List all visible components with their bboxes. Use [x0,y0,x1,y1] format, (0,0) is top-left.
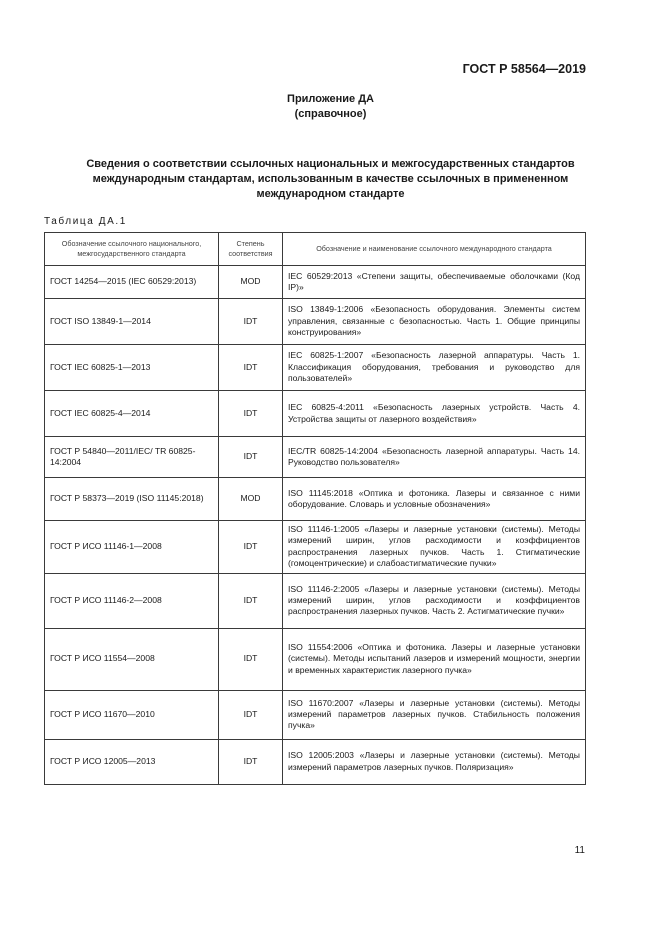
national-standard-cell: ГОСТ ISO 13849-1—2014 [45,299,219,345]
table-row [45,299,586,345]
appendix-title: Приложение ДА [287,93,374,105]
international-standard-cell: ISO 11146-2:2005 «Лазеры и лазерные установки (системы). Методы измерений ширин, углов расходимости и коэффициентов распространения лазерных пучков. Часть 2. Астигматические пучки» [283,573,586,628]
national-standard-cell: ГОСТ Р ИСО 12005—2013 [45,739,219,784]
international-standard-cell: ISO 12005:2003 «Лазеры и лазерные установки (системы). Методы измерений параметров лазерных пучков. Поляризация» [283,739,586,784]
international-standard-cell: ISO 11670:2007 «Лазеры и лазерные установки (системы). Методы измерений параметров лазерных пучков. Стабильность положения пучка» [283,690,586,739]
national-standard-cell: ГОСТ 14254—2015 (IEC 60529:2013) [45,266,219,299]
degree-cell: IDT [219,345,283,391]
table-row [45,739,586,784]
international-standard-cell: IEC 60825-1:2007 «Безопасность лазерной аппаратуры. Часть 1. Классификация оборудования, требования и руководство для пользователей» [283,345,586,391]
national-standard-cell: ГОСТ Р 58373—2019 (ISO 11145:2018) [45,478,219,521]
table-label: Таблица ДА.1 [44,216,127,227]
correspondence-table [44,232,586,785]
table-row [45,437,586,478]
heading-line: Сведения о соответствии ссылочных национальных и межгосударственных стандартов [86,158,575,170]
table-row [45,391,586,437]
national-standard-cell: ГОСТ Р ИСО 11146-2—2008 [45,573,219,628]
international-standard-cell: ISO 11145:2018 «Оптика и фотоника. Лазеры и связанное с ними оборудование. Словарь и условные обозначения» [283,478,586,521]
degree-cell: IDT [219,391,283,437]
international-standard-cell: IEC 60825-4:2011 «Безопасность лазерных устройств. Часть 4. Устройства защиты от лазерного воздействия» [283,391,586,437]
degree-cell: MOD [219,478,283,521]
degree-cell: MOD [219,266,283,299]
international-standard-cell: ISO 13849-1:2006 «Безопасность оборудования. Элементы систем управления, связанные с безопасностью. Часть 1. Общие принципы конструирования» [283,299,586,345]
national-standard-cell: ГОСТ IEC 60825-4—2014 [45,391,219,437]
table-row [45,690,586,739]
degree-cell: IDT [219,299,283,345]
section-heading [60,157,601,202]
international-standard-cell: IEC 60529:2013 «Степени защиты, обеспечиваемые оболочками (Код IP)» [283,266,586,299]
national-standard-cell: ГОСТ Р ИСО 11554—2008 [45,628,219,690]
table-row [45,478,586,521]
international-standard-cell: IEC/TR 60825-14:2004 «Безопасность лазерной аппаратуры. Часть 14. Руководство пользователя» [283,437,586,478]
degree-cell: IDT [219,437,283,478]
degree-cell: IDT [219,690,283,739]
document-code: ГОСТ Р 58564—2019 [462,62,586,76]
national-standard-cell: ГОСТ Р ИСО 11146-1—2008 [45,521,219,574]
degree-cell: IDT [219,628,283,690]
degree-cell: IDT [219,573,283,628]
heading-line: международном стандарте [256,188,405,200]
appendix-block [0,92,661,122]
table-row [45,628,586,690]
column-header-international: Обозначение и наименование ссылочного международного стандарта [283,233,586,266]
national-standard-cell: ГОСТ Р 54840—2011/IEC/ TR 60825-14:2004 [45,437,219,478]
table-row [45,266,586,299]
international-standard-cell: ISO 11146-1:2005 «Лазеры и лазерные установки (системы). Методы измерений ширин, углов расходимости и коэффициентов распространения лазерных пучков. Часть 1. Стигматические (гомоцентрические) и слабоастигматические пучки» [283,521,586,574]
heading-line: международным стандартам, использованным в качестве ссылочных в примененном [92,173,569,185]
national-standard-cell: ГОСТ IEC 60825-1—2013 [45,345,219,391]
national-standard-cell: ГОСТ Р ИСО 11670—2010 [45,690,219,739]
appendix-subtitle: (справочное) [294,108,367,120]
table-row [45,345,586,391]
degree-cell: IDT [219,739,283,784]
page-number: 11 [574,845,585,856]
table-header-row [45,233,586,266]
column-header-national: Обозначение ссылочного национального, межгосударственного стандарта [45,233,219,266]
table-row [45,521,586,574]
international-standard-cell: ISO 11554:2006 «Оптика и фотоника. Лазеры и лазерные установки (системы). Методы испытаний лазеров и измерений мощности, энергии и временных характеристик лазерного пучка» [283,628,586,690]
degree-cell: IDT [219,521,283,574]
table-row [45,573,586,628]
column-header-degree: Степень соответствия [219,233,283,266]
